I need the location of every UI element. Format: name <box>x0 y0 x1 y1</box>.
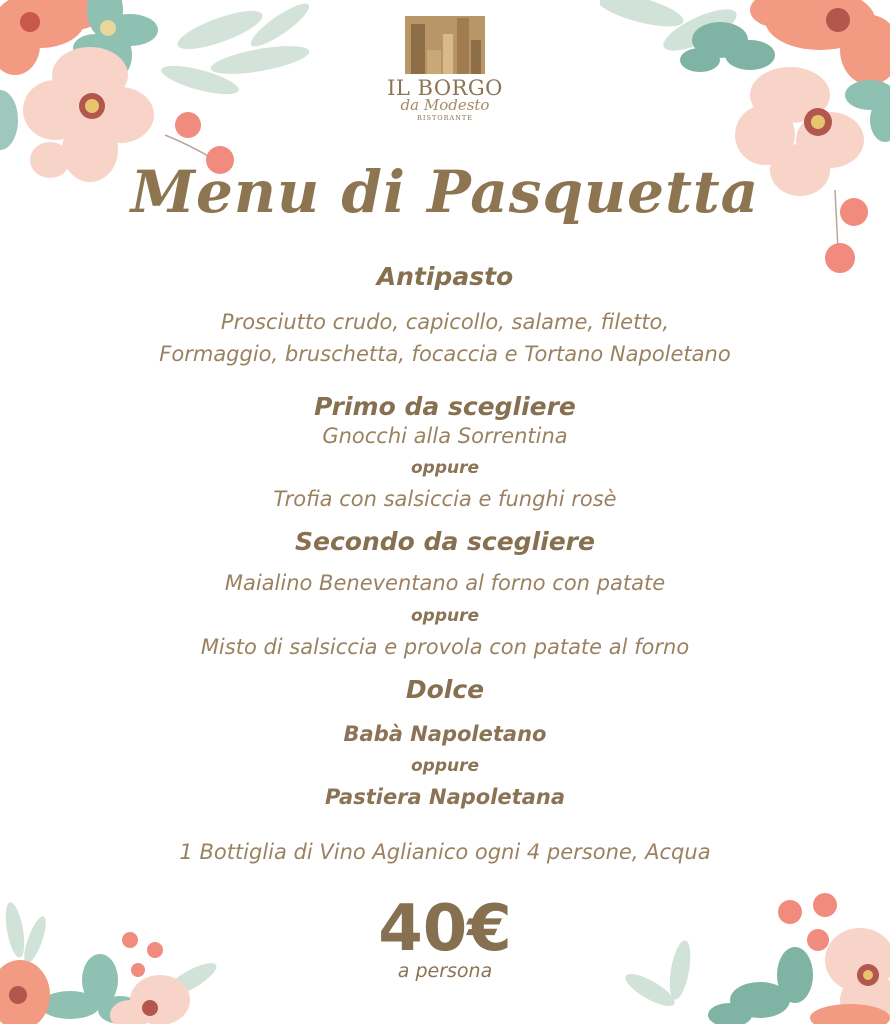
dolce-heading: Dolce <box>405 675 485 704</box>
secondo-option-2: Misto di salsiccia e provola con patate al forno <box>200 635 690 659</box>
dolce-option-1: Babà Napoletano <box>343 722 547 746</box>
floral-decoration-top-right <box>600 0 890 280</box>
primo-option-2: Trofia con salsiccia e funghi rosè <box>273 487 617 511</box>
primo-heading: Primo da scegliere <box>314 392 576 421</box>
brand-subtitle: da Modesto <box>400 96 490 114</box>
menu-title: Menu di Pasquetta <box>130 158 760 226</box>
dolce-option-2: Pastiera Napoletana <box>324 785 565 809</box>
secondo-heading: Secondo da scegliere <box>295 527 595 556</box>
restaurant-logo <box>380 10 510 122</box>
antipasto-line-2: Formaggio, bruschetta, focaccia e Tortano Napoletano <box>159 342 731 366</box>
antipasto-heading: Antipasto <box>376 262 514 291</box>
brand-name: IL BORGO <box>387 76 503 100</box>
price-unit: a persona <box>397 960 493 982</box>
castle-tower-icon <box>403 10 487 74</box>
primo-option-1: Gnocchi alla Sorrentina <box>322 424 568 448</box>
dolce-oppure: oppure <box>410 756 480 776</box>
secondo-oppure: oppure <box>410 606 480 626</box>
antipasto-line-1: Prosciutto crudo, capicollo, salame, filetto, <box>220 310 670 334</box>
drinks-line: 1 Bottiglia di Vino Aglianico ogni 4 persone, Acqua <box>179 840 711 864</box>
price-amount: 40€ <box>378 892 512 966</box>
primo-oppure: oppure <box>410 458 480 478</box>
secondo-option-1: Maialino Beneventano al forno con patate <box>224 571 666 595</box>
brand-tagline: RISTORANTE <box>417 114 473 122</box>
